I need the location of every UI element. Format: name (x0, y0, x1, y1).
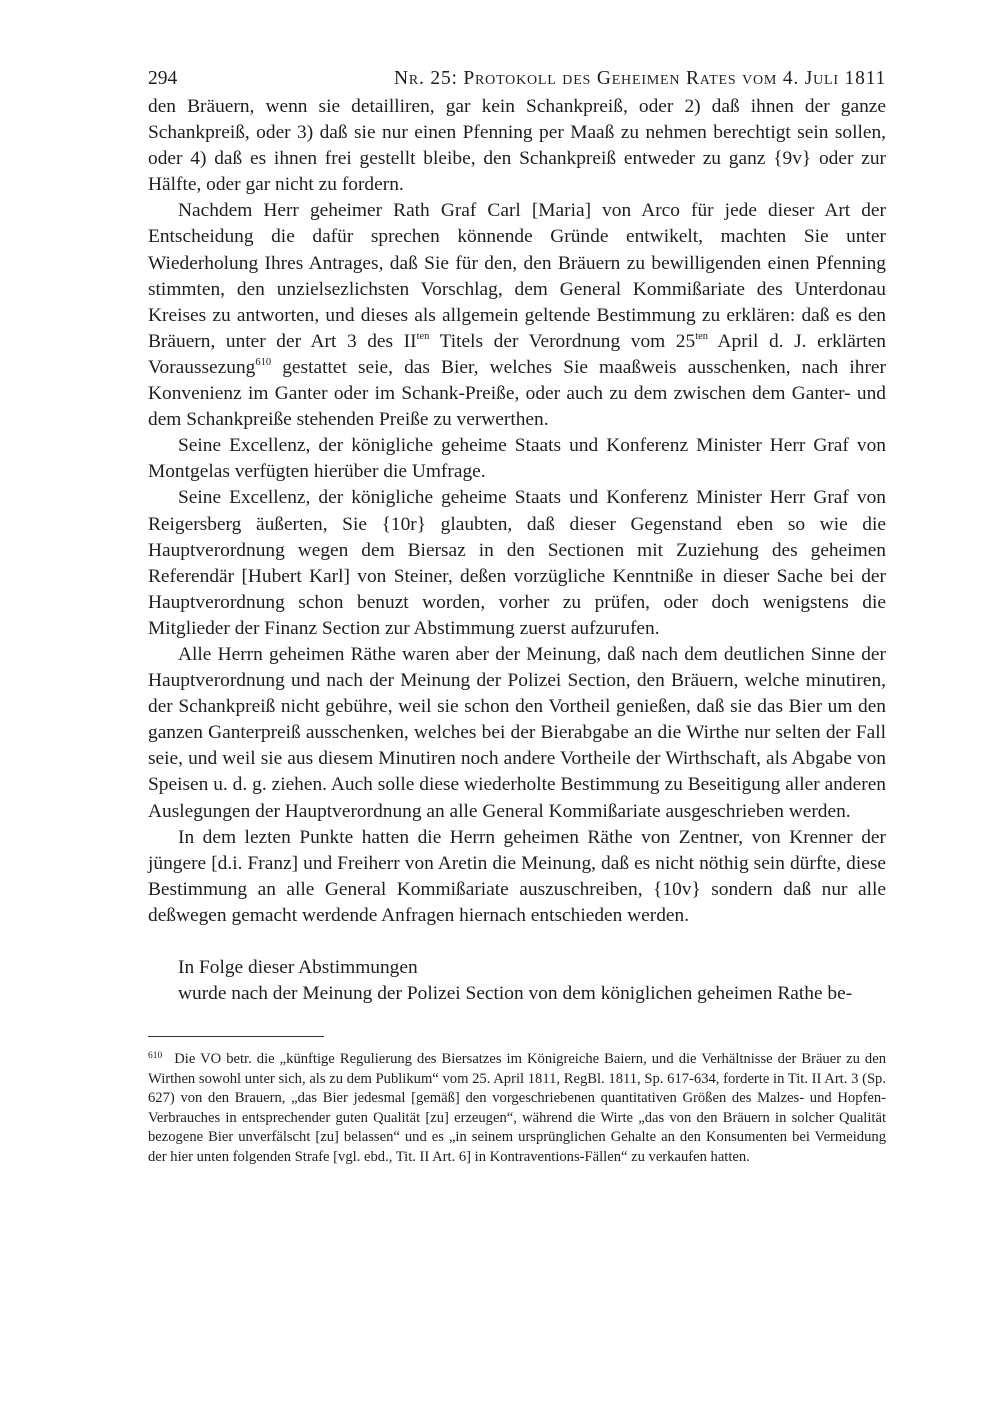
document-page (148, 62, 886, 1167)
paragraph-5: Alle Herrn geheimen Räthe waren aber der Meinung, daß nach dem deutlichen Sinne der Hauptverordnung und nach der Meinung der Polizei Section, den Bräuern, welche minutiren, der Schankpreiß nicht gebühre, weil sie schon den Vortheil genießen, daß sie das Bier um den ganzen Ganterpreiß ausschenken, welches bei der Bierabgabe an die Wirthe nur selten der Fall seie, und weil sie aus diesem Minutiren noch andere Vortheile der Wirthschaft, als Abgabe von Speisen u. d. g. ziehen. Auch solle diese wiederholte Bestimmung zu Beseitigung aller anderen Auslegungen der Hauptverordnung an alle General Kommißariate ausgeschrieben werden. (148, 643, 886, 822)
running-title: Nr. 25: Protokoll des Geheimen Rates vom 4. Juli 1811 (394, 68, 886, 89)
ordinal-superscript: ten (695, 330, 709, 342)
ordinal-superscript: ten (416, 330, 430, 342)
paragraph-2-part-d: gestattet seie, das Bier, welches Sie maaßweis ausschenken, nach ihrer Konvenienz im Ganter oder im Schank-Preiße, oder auch zu dem zwischen dem Ganter- und dem Schankpreiße stehenden Preiße zu verwerthen. (148, 356, 886, 431)
paragraph-gap (148, 929, 886, 955)
running-header (148, 62, 886, 94)
paragraph-2-part-b: Titels der Verordnung vom 25 (429, 330, 696, 352)
page-number: 294 (148, 68, 178, 89)
paragraph-2 (148, 198, 886, 433)
paragraph-4: Seine Excellenz, der königliche geheime Staats und Konferenz Minister Herr Graf von Reigersberg äußerten, Sie {10r} glaubten, daß dieser Gegenstand eben so wie die Hauptverordnung wegen dem Biersaz in den Sectionen mit Zuziehung des geheimen Referendär [Hubert Karl] von Steiner, deßen vorzügliche Kenntniße in dieser Sache bei der Hauptverordnung schon benuzt worden, vorher zu prüfen, oder doch wenigstens die Mitglieder der Finanz Section zur Abstimmung zuerst aufzurufen. (148, 487, 886, 639)
paragraph-1: den Bräuern, wenn sie detailliren, gar kein Schankpreiß, oder 2) daß ihnen der ganze Schankpreiß, oder 3) daß sie nur einen Pfenning per Maaß zu nehmen berechtigt sein sollen, oder 4) daß es ihnen frei gestellt bleibe, den Schankpreiß entweder zu ganz {9v} oder zur Hälfte, oder gar nicht zu fordern. (148, 96, 886, 196)
body-text (148, 94, 886, 1007)
paragraph-7: In Folge dieser Abstimmungen (178, 957, 418, 978)
footnote-text: Die VO betr. die „künftige Regulierung des Biersatzes im Königreiche Baiern, und die Verhältnisse der Bräuer zu den Wirthen sowohl unter sich, als zu dem Publikum“ vom 25. April 1811, RegBl. 1811, Sp. 617-634, forderte in Tit. II Art. 3 (Sp. 627) von den Brauern, „das Bier jedesmal [gemäß] den vorgeschriebenen quantitativen Größen des Malzes- und Hopfen-Verbrauches in entsprechender guten Qualität [zu] erzeugen“, während die Wirte „das von den Bräuern in solcher Qualität bezogene Bier unverfälscht [zu] belassen“ und es „in seinem ursprünglichen Gehalte an den Konsumenten bei Vermeidung der hier unten folgenden Strafe [vgl. ebd., Tit. II Art. 6] in Kontraventions-Fällen“ zu verkaufen hatten. (148, 1051, 886, 1165)
paragraph-8: wurde nach der Meinung der Polizei Section von dem königlichen geheimen Rathe be- (178, 983, 853, 1005)
footnote-610 (148, 1050, 886, 1167)
paragraph-2-part-a: Nachdem Herr geheimer Rath Graf Carl [Maria] von Arco für jede dieser Art der Entscheidung die dafür sprechen könnende Gründe entwikelt, machten Sie unter Wiederholung Ihres Antrages, daß Sie für den, den Bräuern zu bewilligenden einen Pfenning stimmten, den unzielsezlichsten Vorschlag, dem General Kommißariate des Unterdonau Kreises zu antworten, und dieses als allgemein geltende Bestimmung zu erklären: daß es den Bräuern, unter der Art 3 des II (148, 200, 886, 352)
paragraph-2-part-c: April d. J. erklärten Voraussezung (148, 330, 886, 378)
footnote-divider (148, 1036, 324, 1037)
paragraph-6: In dem lezten Punkte hatten die Herrn geheimen Räthe von Zentner, von Krenner der jüngere [d.i. Franz] und Freiherr von Aretin die Meinung, daß es nicht nöthig sein dürfte, diese Bestimmung an alle General Kommißariate auszuschreiben, {10v} sondern daß nur alle deßwegen gemacht werdende Anfragen hiernach entschieden werden. (148, 826, 886, 926)
paragraph-3: Seine Excellenz, der königliche geheime Staats und Konferenz Minister Herr Graf von Montgelas verfügten hierüber die Umfrage. (148, 435, 886, 483)
footnote-reference[interactable]: 610 (255, 356, 272, 368)
footnote-number: 610 (148, 1051, 163, 1062)
